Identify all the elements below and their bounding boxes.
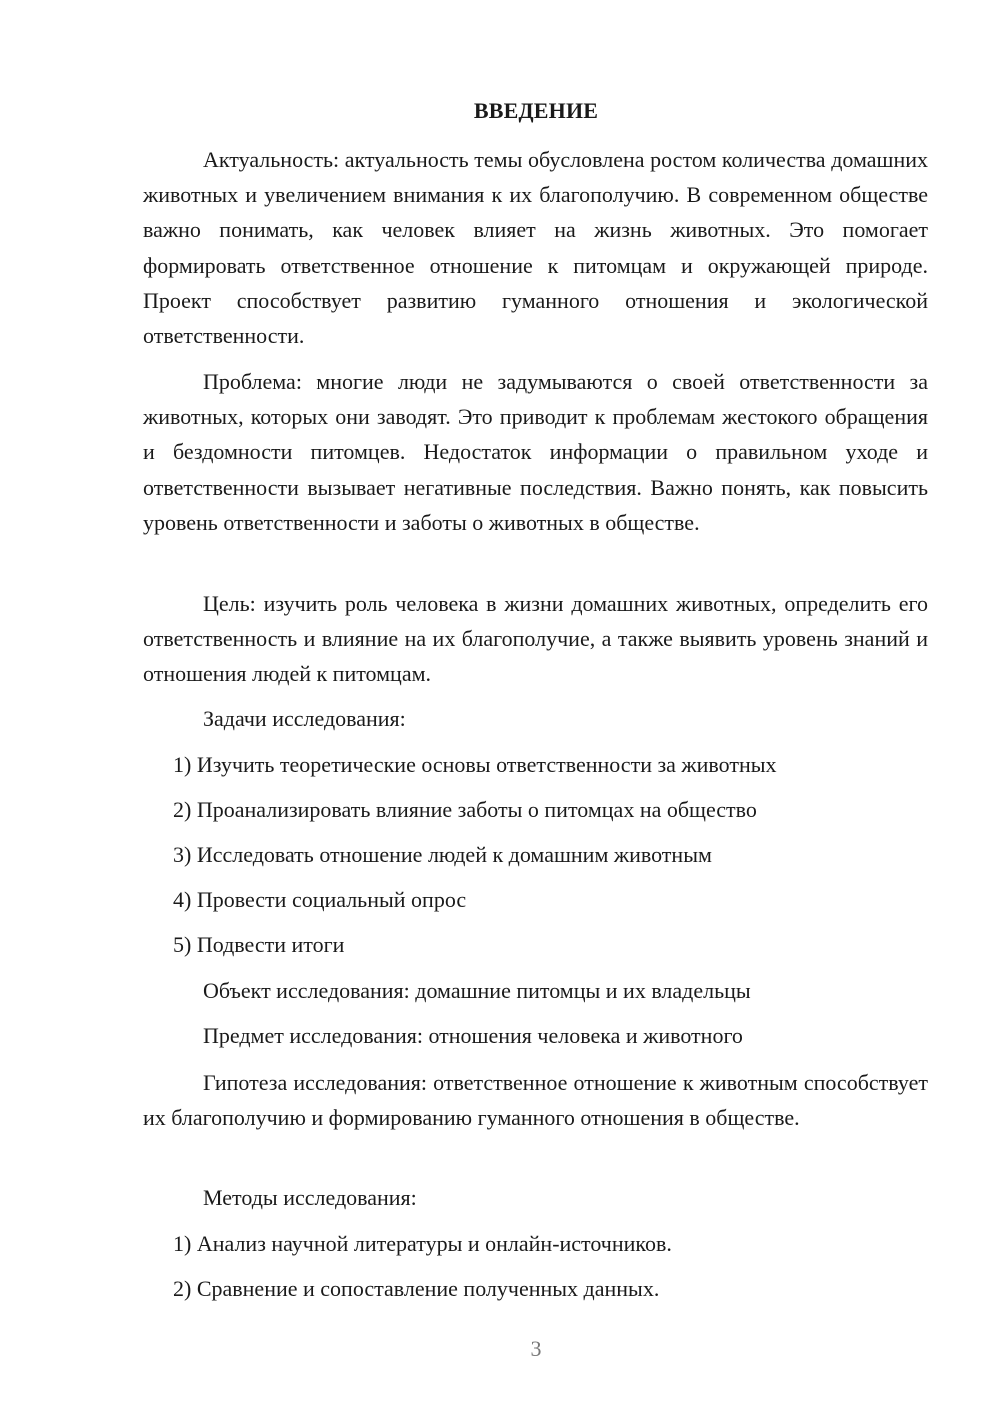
method-item: 2) Сравнение и сопоставление полученных данных. [173, 1276, 660, 1301]
task-item: 3) Исследовать отношение людей к домашним животным [173, 842, 712, 867]
relevance-paragraph: Актуальность: актуальность темы обусловлена ростом количества домашних животных и увеличением внимания к их благополучию. В современном обществе важно понимать, как человек влияет на жизнь животных. Это помогает формировать ответственное отношение к питомцам и окружающей природе. Проект способствует развитию гуманного отношения и экологической ответственности. [143, 147, 928, 349]
task-item: 5) Подвести итоги [173, 932, 345, 957]
task-item: 1) Изучить теоретические основы ответственности за животных [173, 752, 777, 777]
task-item: 2) Проанализировать влияние заботы о питомцах на общество [173, 797, 757, 822]
subject-line: Предмет исследования: отношения человека и животного [203, 1023, 743, 1048]
object-line: Объект исследования: домашние питомцы и их владельцы [203, 978, 751, 1003]
problem-paragraph: Проблема: многие люди не задумываются о своей ответственности за животных, которых они заводят. Это приводит к проблемам жестокого обращения и бездомности питомцев. Недостаток информации о правильном уходе и ответственности вызывает негативные последствия. Важно понять, как повысить уровень ответственности и заботы о животных в обществе. [143, 369, 928, 535]
page-title: ВВЕДЕНИЕ [473, 98, 599, 123]
goal-paragraph: Цель: изучить роль человека в жизни домашних животных, определить его ответственность и влияние на их благополучие, а также выявить уровень знаний и отношения людей к питомцам. [143, 591, 928, 687]
task-item: 4) Провести социальный опрос [173, 887, 467, 912]
tasks-heading: Задачи исследования: [203, 706, 406, 731]
hypothesis-paragraph: Гипотеза исследования: ответственное отношение к животным способствует их благополучию и формированию гуманного отношения в обществе. [143, 1070, 928, 1131]
methods-heading: Методы исследования: [203, 1185, 417, 1210]
method-item: 1) Анализ научной литературы и онлайн-источников. [173, 1231, 672, 1256]
page-number: 3 [530, 1336, 542, 1361]
